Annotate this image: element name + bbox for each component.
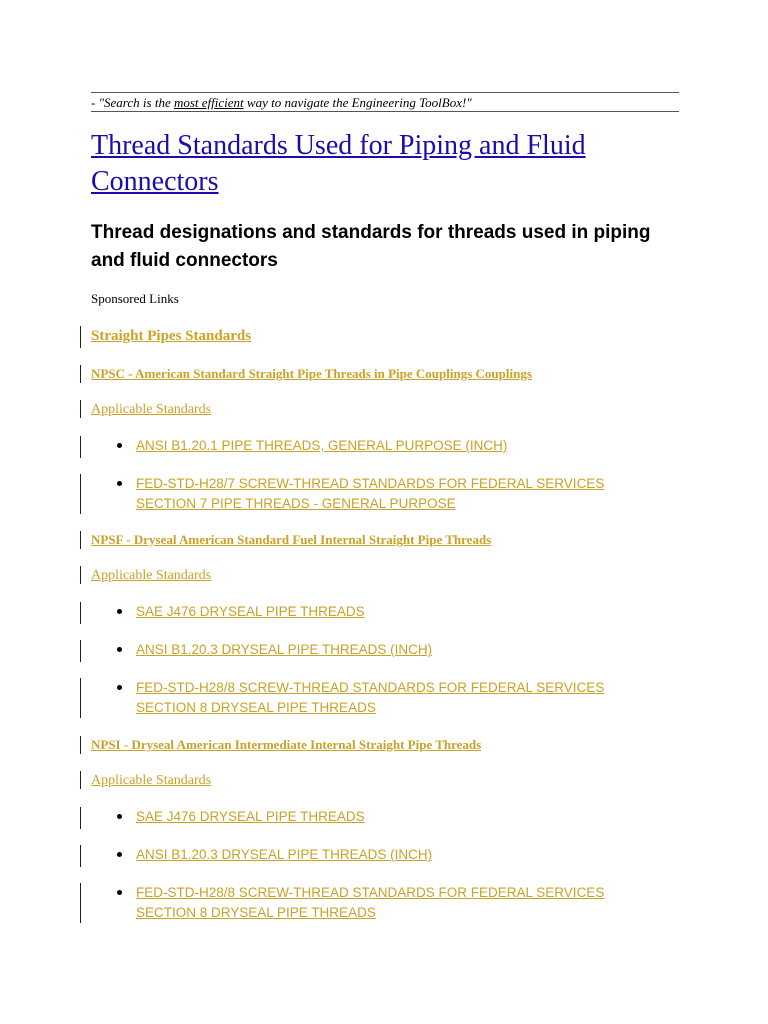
item-bar: [80, 474, 81, 514]
group-heading-row: [91, 736, 481, 754]
bullet-icon: [117, 609, 122, 614]
applicable-standards-link[interactable]: Applicable Standards: [91, 568, 212, 583]
bullet-icon: [117, 685, 122, 690]
page-title-link[interactable]: Thread Standards Used for Piping and Fluid Connectors: [91, 130, 586, 197]
standard-link[interactable]: FED-STD-H28/7 SCREW-THREAD STANDARDS FOR FEDERAL SERVICES SECTION 7 PIPE THREADS - GENERAL PURPOSE: [136, 476, 605, 511]
bullet-icon: [117, 647, 122, 652]
group-heading-link[interactable]: NPSF - Dryseal American Standard Fuel Internal Straight Pipe Threads: [91, 532, 492, 547]
standard-link[interactable]: ANSI B1.20.1 PIPE THREADS, GENERAL PURPOSE (INCH): [136, 438, 508, 453]
bullet-icon: [117, 852, 122, 857]
tagline-prefix: - "Search is the: [91, 95, 174, 110]
page-title: [91, 128, 691, 200]
sponsored-links-label: Sponsored Links: [91, 291, 179, 306]
bullet-icon: [117, 481, 122, 486]
applicable-standards-link[interactable]: Applicable Standards: [91, 773, 212, 788]
bullet-icon: [117, 814, 122, 819]
group-bar: [80, 531, 81, 549]
applicable-bar: [80, 771, 81, 789]
standard-link[interactable]: FED-STD-H28/8 SCREW-THREAD STANDARDS FOR FEDERAL SERVICES SECTION 8 DRYSEAL PIPE THREADS: [136, 885, 605, 920]
tagline-emphasis: most efficient: [173, 95, 244, 110]
standard-link[interactable]: ANSI B1.20.3 DRYSEAL PIPE THREADS (INCH): [136, 847, 433, 862]
standard-link[interactable]: FED-STD-H28/8 SCREW-THREAD STANDARDS FOR FEDERAL SERVICES SECTION 8 DRYSEAL PIPE THREADS: [136, 680, 605, 715]
applicable-bar: [80, 566, 81, 584]
section-bar: [80, 326, 81, 348]
item-bar: [80, 678, 81, 718]
tagline-suffix: way to navigate the Engineering ToolBox!": [243, 95, 472, 110]
group-heading-link[interactable]: NPSI - Dryseal American Intermediate Internal Straight Pipe Threads: [91, 737, 482, 752]
item-bar: [80, 602, 81, 624]
group-bar: [80, 736, 81, 754]
section-row: [91, 326, 251, 346]
standard-link[interactable]: ANSI B1.20.3 DRYSEAL PIPE THREADS (INCH): [136, 642, 433, 657]
standard-link[interactable]: SAE J476 DRYSEAL PIPE THREADS: [136, 604, 365, 619]
bullet-icon: [117, 890, 122, 895]
page-subtitle: Thread designations and standards for threads used in piping and fluid connectors: [91, 222, 651, 271]
standard-link[interactable]: SAE J476 DRYSEAL PIPE THREADS: [136, 809, 365, 824]
bullet-icon: [117, 443, 122, 448]
applicable-bar: [80, 400, 81, 418]
item-bar: [80, 436, 81, 458]
applicable-row: [91, 771, 211, 790]
applicable-row: [91, 566, 211, 585]
item-bar: [80, 883, 81, 923]
applicable-standards-link[interactable]: Applicable Standards: [91, 402, 212, 417]
search-tagline: [91, 92, 679, 112]
group-bar: [80, 365, 81, 383]
applicable-row: [91, 400, 211, 419]
group-heading-row: [91, 531, 491, 549]
item-bar: [80, 845, 81, 867]
item-bar: [80, 640, 81, 662]
group-heading-row: [91, 365, 532, 383]
section-heading-link[interactable]: Straight Pipes Standards: [91, 328, 252, 344]
group-heading-link[interactable]: NPSC - American Standard Straight Pipe Threads in Pipe Couplings Couplings: [91, 366, 532, 381]
item-bar: [80, 807, 81, 829]
